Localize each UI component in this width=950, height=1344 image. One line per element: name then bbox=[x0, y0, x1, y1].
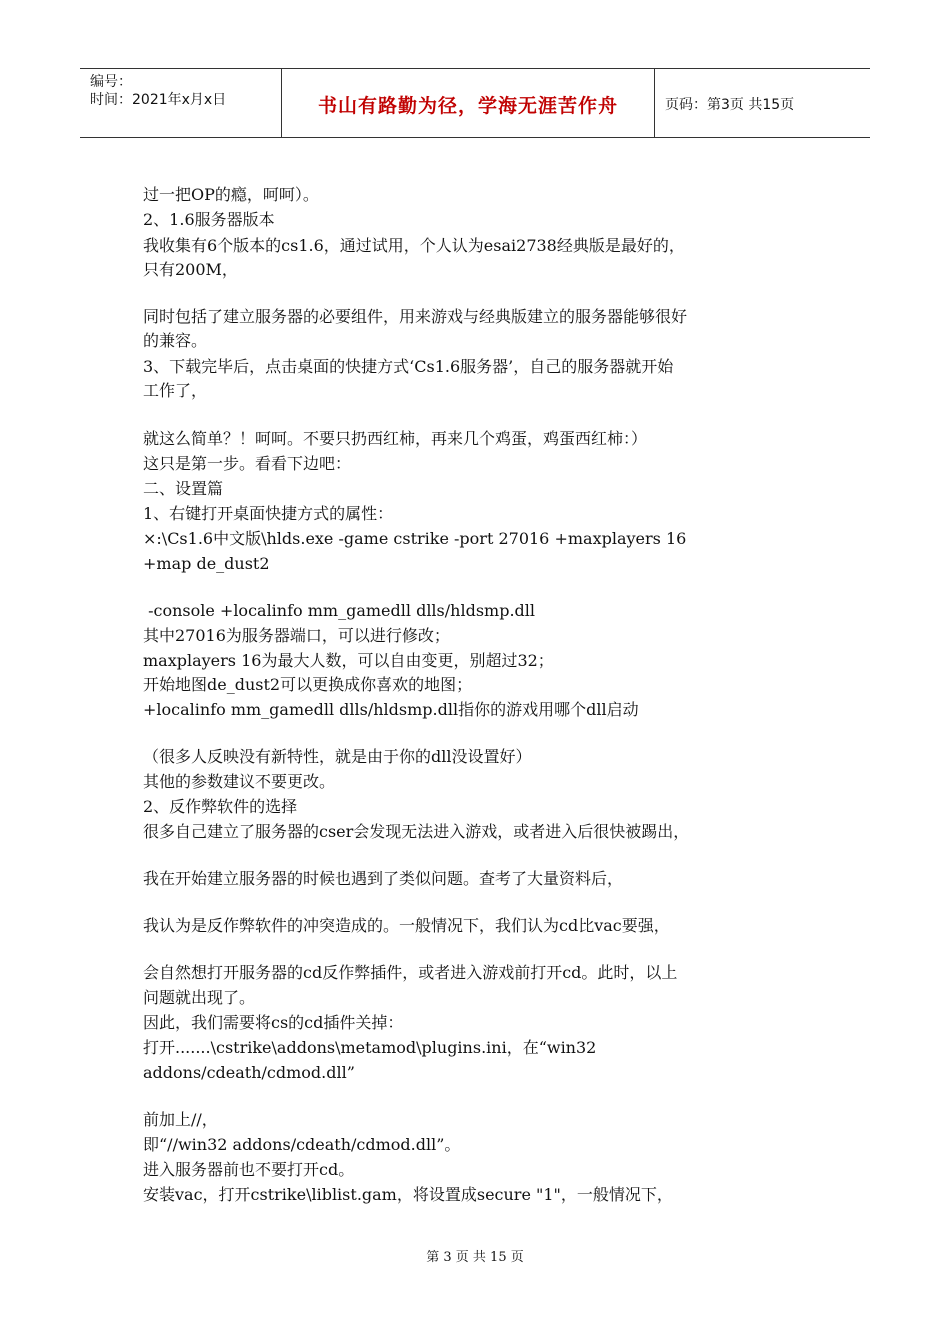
body-line: 因此，我们需要将cs的cd插件关掉： bbox=[143, 1013, 404, 1032]
page-footer: 第 3 页 共 15 页 bbox=[426, 1250, 524, 1265]
header-page-cell bbox=[655, 69, 870, 137]
body-line: 前加上//， bbox=[143, 1110, 218, 1129]
body-line: 就这么简单？！呵呵。不要只扔西红柿，再来几个鸡蛋，鸡蛋西红柿：） bbox=[143, 429, 648, 448]
body-line: -console +localinfo mm_gamedll dlls/hldsmp.dll bbox=[143, 601, 535, 620]
body-line: 3、下载完毕后，点击桌面的快捷方式‘Cs1.6服务器’，自己的服务器就开始 bbox=[143, 357, 674, 376]
body-line: 进入服务器前也不要打开cd。 bbox=[143, 1160, 355, 1179]
number-label: 编号： bbox=[90, 74, 132, 90]
body-line: 问题就出现了。 bbox=[143, 988, 256, 1007]
body-line: +map de_dust2 bbox=[143, 554, 270, 573]
body-line: （很多人反映没有新特性，就是由于你的dll没设置好） bbox=[143, 747, 532, 766]
body-line: 2、1.6服务器版本 bbox=[143, 210, 275, 229]
body-line: 其中27016为服务器端口，可以进行修改； bbox=[143, 626, 450, 645]
body-line: 其他的参数建议不要更改。 bbox=[143, 772, 336, 791]
body-line: 开始地图de_dust2可以更换成你喜欢的地图； bbox=[143, 675, 473, 694]
body-line: 即“//win32 addons/cdeath/cdmod.dll”。 bbox=[143, 1135, 461, 1154]
body-line: 同时包括了建立服务器的必要组件，用来游戏与经典版建立的服务器能够很好 bbox=[143, 307, 688, 326]
page-code: 页码：第3页 共15页 bbox=[665, 97, 795, 113]
body-line: maxplayers 16为最大人数，可以自由变更，别超过32； bbox=[143, 651, 554, 670]
motto-text: 书山有路勤为径，学海无涯苦作舟 bbox=[317, 95, 618, 117]
body-line: 很多自己建立了服务器的cser会发现无法进入游戏，或者进入后很快被踢出， bbox=[143, 822, 690, 841]
body-line: 打开.......\cstrike\addons\metamod\plugins.ini，在“win32 bbox=[143, 1038, 597, 1057]
body-line: 会自然想打开服务器的cd反作弊插件，或者进入游戏前打开cd。此时，以上 bbox=[143, 963, 678, 982]
body-line: 我在开始建立服务器的时候也遇到了类似问题。查考了大量资料后， bbox=[143, 869, 624, 888]
body-line: addons/cdeath/cdmod.dll” bbox=[143, 1063, 355, 1082]
body-line: 只有200M， bbox=[143, 260, 238, 279]
body-line: +localinfo mm_gamedll dlls/hldsmp.dll指你的游戏用哪个dll启动 bbox=[143, 700, 639, 719]
body-line: 这只是第一步。看看下边吧： bbox=[143, 454, 352, 473]
body-line: 工作了， bbox=[143, 381, 208, 400]
body-line: 安装vac，打开cstrike\liblist.gam，将设置成secure "1"，一般情况下， bbox=[143, 1185, 673, 1204]
body-line: 我认为是反作弊软件的冲突造成的。一般情况下，我们认为cd比vac要强， bbox=[143, 916, 670, 935]
header-motto-cell bbox=[281, 69, 655, 137]
page-header bbox=[80, 68, 870, 138]
body-line: 二、设置篇 bbox=[143, 479, 224, 498]
body-line: 的兼容。 bbox=[143, 331, 208, 350]
body-line: 我收集有6个版本的cs1.6，通过试用，个人认为esai2738经典版是最好的， bbox=[143, 236, 685, 255]
body-line: 2、反作弊软件的选择 bbox=[143, 797, 298, 816]
header-info-cell bbox=[80, 69, 280, 137]
time-label: 时间：2021年x月x日 bbox=[90, 92, 227, 108]
body-line: ×:\Cs1.6中文版\hlds.exe -game cstrike -port 27016 +maxplayers 16 bbox=[143, 529, 687, 548]
body-line: 1、右键打开桌面快捷方式的属性： bbox=[143, 504, 394, 523]
body-line: 过一把OP的瘾，呵呵）。 bbox=[143, 185, 319, 204]
